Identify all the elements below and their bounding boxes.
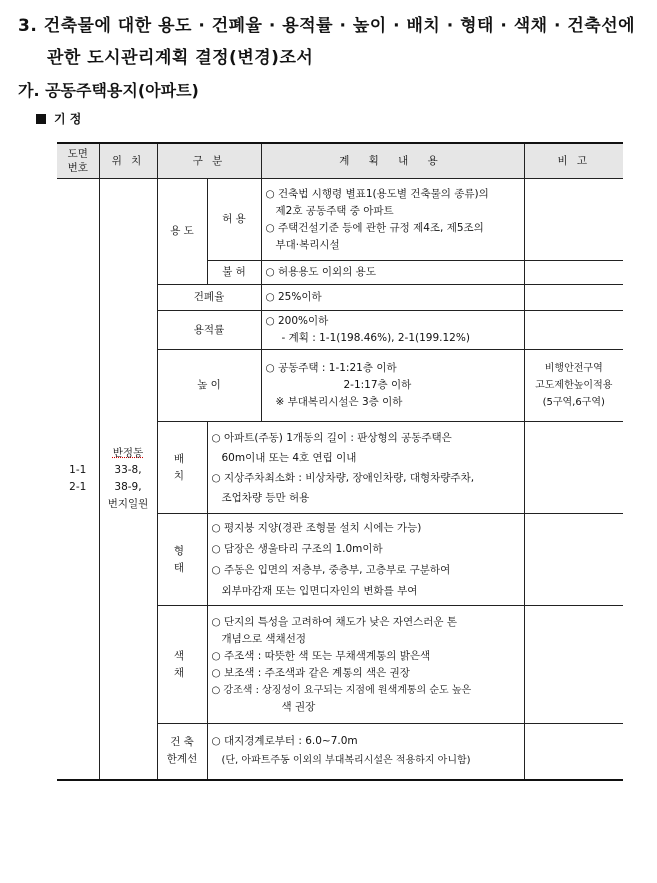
form-line-4: 외부마감재 또는 입면디자인의 변화를 부여: [221, 584, 418, 597]
heading-line-1: 3. 건축물에 대한 용도 · 건폐율 · 용적률 · 높이 · 배치 · 형태 · 색채 · 건축선에: [18, 16, 636, 36]
height-line-1: ○ 공동주택 : 1-1:21층 이하: [265, 362, 397, 374]
far-line-2: - 계획 : 1-1(198.46%), 2-1(199.12%): [281, 332, 470, 344]
color-label: 색 채: [157, 606, 207, 724]
remarks-cell: [524, 285, 623, 311]
color-line-6: 색 권장: [281, 700, 316, 713]
height-label: 높 이: [157, 350, 261, 422]
header-map-no-2: 번호: [67, 162, 88, 174]
color-content: [207, 606, 524, 724]
allowed-line-1: ○ 건축법 시행령 별표1(용도별 건축물의 종류)의: [265, 187, 489, 200]
form-line-1: ○ 평지붕 지양(경관 조형물 설치 시에는 가능): [211, 521, 422, 534]
remarks-cell: [524, 606, 623, 724]
remarks-cell: [524, 514, 623, 606]
table-row: [57, 179, 623, 261]
allowed-line-2: 제2호 공동주택 중 아파트: [275, 204, 394, 217]
section-heading: 가. 공동주택용지(아파트): [18, 81, 199, 100]
coverage-label: 건폐율: [157, 285, 261, 311]
color-line-2: 개념으로 색채선정: [221, 632, 306, 645]
setback-label-1: 건 축: [170, 736, 194, 749]
placement-line-3: ○ 지상주차최소화 : 비상차량, 장애인차량, 대형차량주차,: [211, 471, 475, 484]
heading-line-2: 관한 도시관리계획 결정(변경)조서: [47, 48, 314, 68]
map-no-2: 2-1: [69, 480, 87, 493]
square-bullet-icon: [36, 114, 46, 124]
color-line-1: ○ 단지의 특성을 고려하여 채도가 낮은 자연스러운 톤: [211, 615, 458, 628]
location-cell: [99, 179, 157, 780]
forbidden-content: ○ 허용용도 이외의 용도: [261, 261, 524, 285]
setback-label-2: 한계선: [166, 753, 198, 766]
coverage-content: ○ 25%이하: [261, 285, 524, 311]
setback-line-1: ○ 대지경계로부터 : 6.0~7.0m: [211, 735, 358, 748]
color-line-5: ○ 강조색 : 상징성이 요구되는 지점에 원색계통의 순도 높은: [211, 684, 472, 696]
remarks-cell: [524, 311, 623, 350]
remarks-cell: [524, 261, 623, 285]
form-label: 형 태: [157, 514, 207, 606]
forbidden-label: 불 허: [207, 261, 261, 285]
main-heading: [18, 10, 635, 74]
far-line-1: ○ 200%이하: [265, 315, 329, 327]
subsection-heading: [36, 110, 81, 127]
map-no-1: 1-1: [69, 463, 87, 476]
placement-line-1: ○ 아파트(주동) 1개동의 길이 : 판상형의 공동주택은: [211, 431, 452, 444]
location-2: 33-8,: [114, 463, 142, 476]
header-remarks: 비 고: [524, 143, 623, 179]
table-header-row: [57, 143, 623, 179]
placement-line-2: 60m이내 또는 4호 연립 이내: [221, 451, 357, 464]
header-content: 계 획 내 용: [261, 143, 524, 179]
far-content: [261, 311, 524, 350]
setback-line-2: (단, 아파트주동 이외의 부대복리시설은 적용하지 아니함): [221, 755, 471, 767]
allowed-content: [261, 179, 524, 261]
map-no-cell: [57, 179, 99, 780]
setback-content: [207, 724, 524, 780]
header-map-no: [57, 143, 99, 179]
placement-content: [207, 422, 524, 514]
height-remarks: [524, 350, 623, 422]
placement-line-4: 조업차량 등만 허용: [221, 491, 310, 504]
height-line-3: ※ 부대복리시설은 3층 이하: [275, 396, 403, 408]
setback-label: [157, 724, 207, 780]
far-label: 용적률: [157, 311, 261, 350]
form-line-3: ○ 주동은 입면의 저층부, 중층부, 고층부로 구분하여: [211, 563, 451, 576]
form-line-2: ○ 담장은 생울타리 구조의 1.0m이하: [211, 542, 383, 555]
location-1: 반정동: [112, 446, 144, 459]
remarks-cell: [524, 724, 623, 780]
remarks-cell: [524, 179, 623, 261]
color-line-3: ○ 주조색 : 따뜻한 색 또는 무채색계통의 밝은색: [211, 649, 431, 662]
allowed-line-3: ○ 주택건설기준 등에 관한 규정 제4조, 제5조의: [265, 221, 484, 234]
subsection-label: 기 정: [54, 112, 82, 126]
height-note-2: 고도제한높이적용: [535, 380, 613, 391]
allowed-label: 허 용: [207, 179, 261, 261]
color-line-4: ○ 보조색 : 주조색과 같은 계통의 색은 권장: [211, 666, 410, 679]
header-map-no-1: 도면: [67, 148, 88, 160]
height-note-1: 비행안전구역: [544, 363, 603, 374]
allowed-line-4: 부대·복리시설: [275, 238, 340, 251]
form-content: [207, 514, 524, 606]
header-location: 위 치: [99, 143, 157, 179]
remarks-cell: [524, 422, 623, 514]
height-content: [261, 350, 524, 422]
plan-table: [57, 142, 623, 781]
header-category: 구 분: [157, 143, 261, 179]
height-note-3: (5구역,6구역): [542, 397, 605, 408]
location-4: 번지일원: [107, 497, 149, 510]
height-line-2: 2-1:17층 이하: [343, 379, 412, 391]
use-label: 용 도: [157, 179, 207, 285]
location-3: 38-9,: [114, 480, 142, 493]
placement-label: 배 치: [157, 422, 207, 514]
